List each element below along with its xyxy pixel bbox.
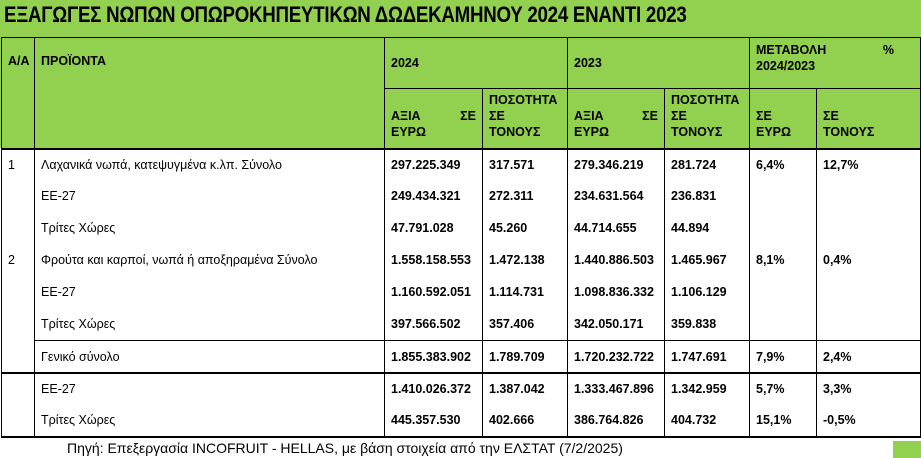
cell-change-eur: 7,9% <box>750 340 817 372</box>
cell-product: Τρίτες Χώρες <box>35 212 385 244</box>
cell-aa: 1 <box>2 148 35 180</box>
cell-value-2023: 234.631.564 <box>568 180 665 212</box>
cell-change-tons: 0,4% <box>823 253 852 267</box>
cell-value-2023: 279.346.219 <box>568 148 665 180</box>
col-header-change <box>750 38 920 88</box>
cell-value-2023: 1.098.836.332 <box>568 276 665 308</box>
cell-product: Λαχανικά νωπά, κατεψυγμένα κ.λπ. Σύνολο <box>35 148 385 180</box>
subheader-qty-2023 <box>665 88 750 148</box>
header-word: ΑΞΙΑ <box>391 109 421 123</box>
cell-qty-2023: 44.894 <box>665 212 750 244</box>
value-header-line1 <box>574 108 658 124</box>
cell-qty-2024: 317.571 <box>483 148 568 180</box>
cell-product: Φρούτα και καρποί, νωπά ή αποξηραμένα Σύνολο <box>35 244 385 276</box>
cell-change-tons: 2,4% <box>817 340 920 372</box>
cell-value-2024: 1.410.026.372 <box>385 372 483 404</box>
table-grid <box>1 37 921 438</box>
green-cell-artifact <box>893 441 921 458</box>
header-word: ΣΕ <box>671 109 687 123</box>
cell-qty-2023: 359.838 <box>665 308 750 340</box>
cell-value-2023: 1.333.467.896 <box>568 372 665 404</box>
cell-change-eur <box>750 180 817 212</box>
header-word: ΣΕ <box>756 109 772 123</box>
header-word: ΣΕ <box>642 109 658 123</box>
col-header-2023: 2023 <box>568 38 750 88</box>
cell-product: Τρίτες Χώρες <box>35 404 385 436</box>
col-header-products: ΠΡΟΪΟΝΤΑ <box>35 38 385 148</box>
cell-value-2024: 397.566.502 <box>385 308 483 340</box>
header-word: ΠΟΣΟΤΗΤΑ <box>671 93 740 107</box>
cell-qty-2024: 45.260 <box>483 212 568 244</box>
cell-qty-2024: 272.311 <box>483 180 568 212</box>
source-footer: Πηγή: Επεξεργασία INCOFRUIT - HELLAS, με βάση στοιχεία από την ΕΛΣΤΑΤ (7/2/2025) <box>67 440 623 456</box>
cell-qty-2023: 1.747.691 <box>665 340 750 372</box>
cell-value-2024: 1.855.383.902 <box>385 340 483 372</box>
cell-change-eur: 6,4% <box>750 148 817 180</box>
cell-product: Γενικό σύνολο <box>35 340 385 372</box>
cell-qty-2024: 1.789.709 <box>483 340 568 372</box>
cell-qty-2024: 1.472.138 <box>483 244 568 276</box>
header-word: ΤΟΝΟΥΣ <box>489 125 541 139</box>
cell-value-2024: 445.357.530 <box>385 404 483 436</box>
cell-change-eur: 8,1% <box>750 244 817 276</box>
header-word: ΣΕ <box>460 109 476 123</box>
cell-aa <box>2 212 35 244</box>
cell-change-eur <box>750 212 817 244</box>
cell-qty-2023: 1.465.967 <box>665 244 750 276</box>
cell-value-2023: 342.050.171 <box>568 308 665 340</box>
header-word: ΣΕ <box>823 109 839 123</box>
cell-change-tons <box>817 180 920 212</box>
cell-change-eur <box>750 308 817 340</box>
cell-change-eur: 5,7% <box>750 372 817 404</box>
col-header-aa: Α/Α <box>2 38 35 148</box>
cell-change-tons: -0,5% <box>823 413 856 427</box>
cell-qty-2023: 281.724 <box>665 148 750 180</box>
cell-aa: 2 <box>2 244 35 276</box>
cell-change-tons: 12,7% <box>817 148 920 180</box>
change-percent-sign: % <box>882 43 894 57</box>
cell-qty-2024: 1.114.731 <box>483 276 568 308</box>
cell-product: ΕΕ-27 <box>35 180 385 212</box>
cell-aa <box>2 180 35 212</box>
cell-value-2024: 47.791.028 <box>385 212 483 244</box>
header-word: ΕΥΡΩ <box>391 125 427 139</box>
cell-product: ΕΕ-27 <box>35 276 385 308</box>
cell-product: ΕΕ-27 <box>35 372 385 404</box>
header-word: ΕΥΡΩ <box>574 125 610 139</box>
cell-qty-2023: 404.732 <box>665 404 750 436</box>
header-word: ΣΕ <box>489 109 505 123</box>
header-word: ΑΞΙΑ <box>574 109 604 123</box>
subheader-value-2024 <box>385 88 483 148</box>
cell-qty-2023: 1.342.959 <box>665 372 750 404</box>
subheader-qty-2024 <box>483 88 568 148</box>
cell-qty-2023: 236.831 <box>665 180 750 212</box>
cell-value-2024: 297.225.349 <box>385 148 483 180</box>
change-header-line1 <box>756 42 914 58</box>
cell-aa <box>2 308 35 340</box>
cell-value-2024: 1.558.158.553 <box>385 244 483 276</box>
change-label: ΜΕΤΑΒΟΛΗ <box>756 43 827 57</box>
cell-change-eur: 15,1% <box>750 404 817 436</box>
col-header-2024: 2024 <box>385 38 568 88</box>
cell-qty-2024: 402.666 <box>483 404 568 436</box>
cell-value-2023: 1.720.232.722 <box>568 340 665 372</box>
subheader-change-eur <box>750 88 817 148</box>
cell-qty-2024: 357.406 <box>483 308 568 340</box>
header-word: ΤΟΝΟΥΣ <box>671 125 723 139</box>
cell-qty-2024: 1.387.042 <box>483 372 568 404</box>
header-word: ΠΟΣΟΤΗΤΑ <box>489 93 558 107</box>
subheader-change-tons <box>817 88 920 148</box>
cell-change-tons <box>817 308 920 340</box>
cell-value-2023: 386.764.826 <box>568 404 665 436</box>
subheader-value-2023 <box>568 88 665 148</box>
cell-aa <box>2 404 35 436</box>
cell-value-2024: 249.434.321 <box>385 180 483 212</box>
cell-change-tons <box>817 212 920 244</box>
cell-aa <box>2 372 35 404</box>
cell-change-tons: 3,3% <box>817 372 920 404</box>
change-years: 2024/2023 <box>756 59 816 73</box>
value-header-line1 <box>391 108 476 124</box>
cell-value-2023: 44.714.655 <box>568 212 665 244</box>
cell-qty-2023: 1.106.129 <box>665 276 750 308</box>
cell-change-eur <box>750 276 817 308</box>
header-word: ΤΟΝΟΥΣ <box>823 125 875 139</box>
cell-aa <box>2 340 35 372</box>
cell-aa <box>2 276 35 308</box>
cell-value-2024: 1.160.592.051 <box>385 276 483 308</box>
cell-value-2023: 1.440.886.503 <box>568 244 665 276</box>
page-title: ΕΞΑΓΩΓΕΣ ΝΩΠΩΝ ΟΠΩΡΟΚΗΠΕΥΤΙΚΩΝ ΔΩΔΕΚΑΜΗΝΟΥ 2024 ΕΝΑΝΤΙ 2023 <box>4 2 687 27</box>
header-word: ΕΥΡΩ <box>756 125 792 139</box>
cell-product: Τρίτες Χώρες <box>35 308 385 340</box>
cell-change-tons <box>817 276 920 308</box>
